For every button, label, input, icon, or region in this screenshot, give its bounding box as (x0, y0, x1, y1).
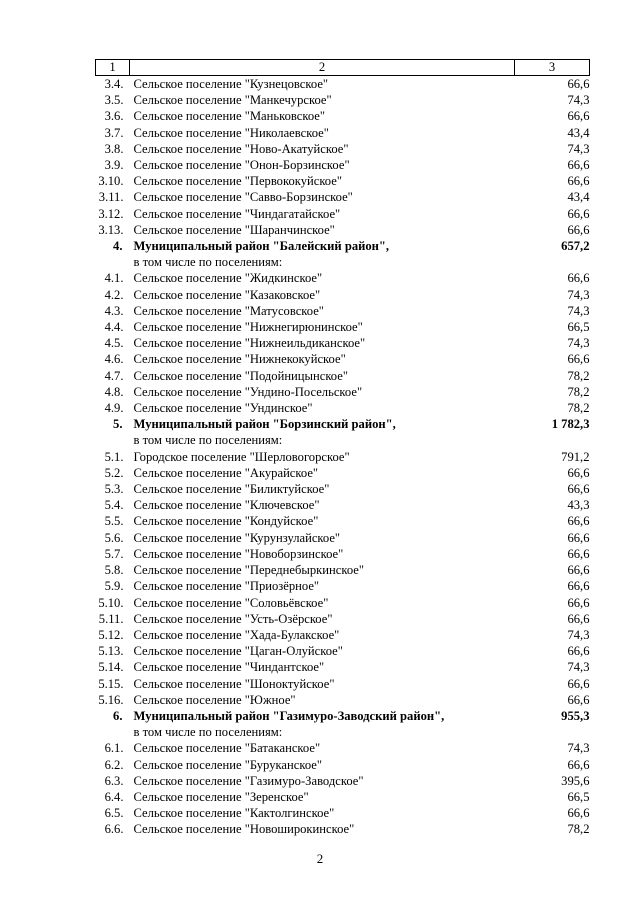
row-value: 66,6 (567, 676, 590, 691)
table-row (96, 92, 590, 108)
row-number: 4.2. (104, 287, 124, 302)
row-name: Сельское поселение "Кузнецовское" (133, 77, 329, 91)
row-number: 4.3. (104, 303, 124, 318)
row-number: 3.11. (98, 190, 124, 205)
row-number: 3.5. (104, 93, 124, 108)
table-row (96, 530, 590, 546)
row-name: Сельское поселение "Акурайское" (133, 465, 319, 480)
row-value: 43,4 (567, 125, 590, 140)
table-row (96, 335, 590, 351)
table-row (96, 643, 590, 659)
table-row (96, 157, 590, 173)
row-number: 3.10. (98, 174, 124, 189)
row-value: 74,3 (567, 660, 590, 675)
row-value: 66,6 (567, 595, 590, 610)
row-number: 4.7. (104, 368, 124, 383)
table-row (96, 238, 590, 254)
table-row (96, 611, 590, 627)
row-value: 78,2 (567, 401, 590, 416)
row-number: 5.7. (104, 546, 124, 561)
table-row (96, 724, 590, 740)
row-value: 74,3 (567, 741, 590, 756)
row-value: 74,3 (567, 303, 590, 318)
row-name: Сельское поселение "Первококуйское" (133, 174, 342, 189)
row-value: 66,6 (567, 77, 590, 91)
row-number: 5.15. (98, 676, 124, 691)
row-number: 6.6. (104, 822, 124, 837)
row-name: Сельское поселение "Чиндантское" (133, 660, 325, 675)
table-row (96, 400, 590, 416)
row-value: 78,2 (567, 822, 590, 837)
row-value: 66,6 (567, 206, 590, 221)
row-value: 66,6 (567, 530, 590, 545)
table-row (96, 465, 590, 481)
table-row (96, 821, 590, 837)
row-number: 3.12. (98, 206, 124, 221)
table-row (96, 805, 590, 821)
row-value (515, 432, 590, 448)
table-row (96, 303, 590, 319)
table-row (96, 692, 590, 708)
table-row (96, 513, 590, 529)
row-name: Сельское поселение "Жидкинское" (133, 271, 323, 286)
row-name: Сельское поселение "Батаканское" (133, 741, 321, 756)
table-row (96, 676, 590, 692)
row-name: Сельское поселение "Шоноктуйское" (133, 676, 335, 691)
table-row (96, 481, 590, 497)
table-row (96, 384, 590, 400)
row-number: 4. (113, 239, 123, 254)
row-number: 5. (113, 417, 123, 432)
row-name: Сельское поселение "Николаевское" (133, 125, 329, 140)
row-name: Сельское поселение "Казаковское" (133, 287, 321, 302)
table-row (96, 368, 590, 384)
row-value: 66,6 (567, 644, 590, 659)
table-row (96, 287, 590, 303)
row-value: 657,2 (561, 239, 590, 254)
row-number: 5.6. (104, 530, 124, 545)
row-value: 66,6 (567, 546, 590, 561)
table-row (96, 546, 590, 562)
row-name: Сельское поселение "Кондуйское" (133, 514, 319, 529)
row-value: 74,3 (567, 93, 590, 108)
row-value: 66,6 (567, 465, 590, 480)
header-col-3: 3 (515, 60, 590, 76)
header-col-1: 1 (96, 60, 130, 76)
row-value: 66,6 (567, 563, 590, 578)
row-value: 78,2 (567, 384, 590, 399)
row-name: Сельское поселение "Маньковское" (133, 109, 326, 124)
row-number: 4.1. (104, 271, 124, 286)
table-row (96, 595, 590, 611)
row-number: 5.11. (98, 611, 124, 626)
row-value: 66,6 (567, 611, 590, 626)
row-number: 3.9. (104, 158, 124, 173)
row-value: 66,6 (567, 158, 590, 173)
row-number: 5.5. (104, 514, 124, 529)
row-number: 3.4. (104, 77, 124, 91)
row-name: Сельское поселение "Савво-Борзинское" (133, 190, 353, 205)
row-name: Сельское поселение "Нижнекокуйское" (133, 352, 346, 367)
row-name: Сельское поселение "Хада-Булакское" (133, 627, 340, 642)
row-number (96, 724, 130, 740)
row-number: 3.13. (98, 222, 124, 237)
page-number: 2 (316, 851, 324, 866)
row-value: 66,6 (567, 579, 590, 594)
table-row (96, 254, 590, 270)
row-value: 66,5 (567, 789, 590, 804)
table-row (96, 319, 590, 335)
row-name: Сельское поселение "Нижнеильдиканское" (133, 336, 366, 351)
table-row (96, 270, 590, 286)
table-header-row (96, 60, 590, 76)
row-name: Муниципальный район "Борзинский район", (133, 417, 396, 432)
table-row (96, 740, 590, 756)
row-value: 1 782,3 (551, 417, 590, 432)
row-number (96, 254, 130, 270)
row-number: 5.9. (104, 579, 124, 594)
row-value: 66,6 (567, 482, 590, 497)
row-number: 4.9. (104, 401, 124, 416)
row-value: 74,3 (567, 287, 590, 302)
header-col-2: 2 (130, 60, 515, 76)
row-value: 74,3 (567, 141, 590, 156)
row-number: 5.2. (104, 465, 124, 480)
table-row (96, 416, 590, 432)
row-value: 66,6 (567, 271, 590, 286)
row-number: 6.5. (104, 806, 124, 821)
row-number: 6.3. (104, 773, 124, 788)
row-number: 5.12. (98, 627, 124, 642)
row-name: Сельское поселение "Ново-Акатуйское" (133, 141, 349, 156)
row-name: Сельское поселение "Кактолгинское" (133, 806, 335, 821)
table-row (96, 773, 590, 789)
row-number: 5.14. (98, 660, 124, 675)
row-number: 5.3. (104, 482, 124, 497)
row-number: 5.4. (104, 498, 124, 513)
row-value: 66,6 (567, 692, 590, 707)
row-name: Сельское поселение "Южное" (133, 692, 296, 707)
table-row (96, 189, 590, 205)
row-number: 6. (113, 708, 123, 723)
row-number: 4.4. (104, 320, 124, 335)
table-body (96, 76, 590, 838)
row-name: Сельское поселение "Буруканское" (133, 757, 322, 772)
row-number: 4.8. (104, 384, 124, 399)
row-number: 6.4. (104, 789, 124, 804)
row-name: Сельское поселение "Цаган-Олуйское" (133, 644, 343, 659)
row-number: 3.7. (104, 125, 124, 140)
row-name: Сельское поселение "Курунзулайское" (133, 530, 341, 545)
row-number: 5.13. (98, 644, 124, 659)
table-row (96, 789, 590, 805)
table-row (96, 351, 590, 367)
row-number: 5.10. (98, 595, 124, 610)
table-row (96, 757, 590, 773)
row-value: 43,3 (567, 498, 590, 513)
row-number: 5.16. (98, 692, 124, 707)
row-name: в том числе по поселениям: (133, 255, 283, 270)
row-name: Сельское поселение "Ундинское" (133, 401, 313, 416)
table-row (96, 206, 590, 222)
row-name: Сельское поселение "Усть-Озёрское" (133, 611, 333, 626)
row-name: Муниципальный район "Балейский район", (133, 239, 390, 254)
row-value: 43,4 (567, 190, 590, 205)
row-number: 6.2. (104, 757, 124, 772)
table-row (96, 76, 590, 93)
row-value: 66,6 (567, 174, 590, 189)
allocation-table (95, 59, 590, 838)
row-value: 78,2 (567, 368, 590, 383)
table-row (96, 141, 590, 157)
row-number (96, 432, 130, 448)
row-name: Сельское поселение "Подойницынское" (133, 368, 348, 383)
table-header (96, 60, 590, 76)
row-name: Городское поселение "Шерловогорское" (133, 449, 350, 464)
row-name: Сельское поселение "Манкечурское" (133, 93, 332, 108)
row-value: 66,6 (567, 514, 590, 529)
row-value (515, 724, 590, 740)
table-row (96, 108, 590, 124)
row-name: Сельское поселение "Матусовское" (133, 303, 324, 318)
row-name: Сельское поселение "Биликтуйское" (133, 482, 330, 497)
row-value: 955,3 (561, 708, 590, 723)
row-number: 3.6. (104, 109, 124, 124)
row-value: 66,6 (567, 352, 590, 367)
row-name: Сельское поселение "Приозёрное" (133, 579, 320, 594)
row-value: 66,6 (567, 109, 590, 124)
row-name: Сельское поселение "Соловьёвское" (133, 595, 329, 610)
row-value: 66,6 (567, 757, 590, 772)
row-value (515, 254, 590, 270)
row-name: Сельское поселение "Чиндагатайское" (133, 206, 341, 221)
row-name: Сельское поселение "Ключевское" (133, 498, 320, 513)
row-name: Сельское поселение "Новоширокинское" (133, 822, 355, 837)
table-row (96, 173, 590, 189)
row-name: в том числе по поселениям: (133, 433, 283, 448)
row-name: Сельское поселение "Зеренское" (133, 789, 309, 804)
row-name: Муниципальный район "Газимуро-Заводский район", (133, 708, 445, 723)
row-name: Сельское поселение "Нижнегирюнинское" (133, 320, 363, 335)
row-number: 4.6. (104, 352, 124, 367)
row-name: Сельское поселение "Переднебыркинское" (133, 563, 364, 578)
row-name: Сельское поселение "Новоборзинское" (133, 546, 344, 561)
row-name: Сельское поселение "Шаранчинское" (133, 222, 335, 237)
table-row (96, 627, 590, 643)
row-value: 74,3 (567, 627, 590, 642)
row-name: в том числе по поселениям: (133, 725, 283, 740)
row-value: 395,6 (561, 773, 590, 788)
row-value: 66,6 (567, 222, 590, 237)
row-value: 791,2 (561, 449, 590, 464)
table-row (96, 222, 590, 238)
row-number: 4.5. (104, 336, 124, 351)
table-row (96, 578, 590, 594)
row-number: 5.8. (104, 563, 124, 578)
row-number: 3.8. (104, 141, 124, 156)
table-row (96, 562, 590, 578)
row-value: 74,3 (567, 336, 590, 351)
table-row (96, 708, 590, 724)
row-name: Сельское поселение "Ундино-Посельское" (133, 384, 363, 399)
row-value: 66,6 (567, 806, 590, 821)
row-number: 6.1. (104, 741, 124, 756)
row-value: 66,5 (567, 320, 590, 335)
table-row (96, 432, 590, 448)
table-row (96, 449, 590, 465)
table-row (96, 125, 590, 141)
row-name: Сельское поселение "Газимуро-Заводское" (133, 773, 364, 788)
row-name: Сельское поселение "Онон-Борзинское" (133, 158, 350, 173)
table-row (96, 497, 590, 513)
row-number: 5.1. (104, 449, 124, 464)
table-row (96, 659, 590, 675)
